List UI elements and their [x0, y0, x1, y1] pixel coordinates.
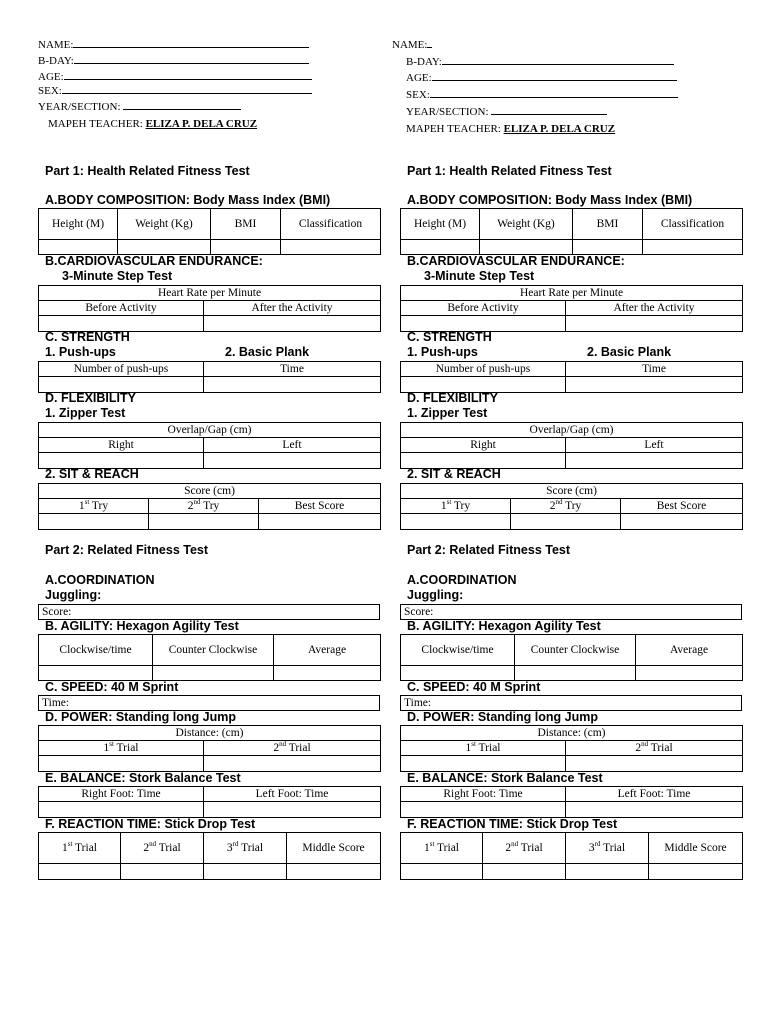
plank-time-header: Time — [566, 362, 743, 377]
second-try-number: 2 — [549, 499, 556, 512]
drop-second-trial-header — [121, 833, 204, 864]
zipper-table — [38, 422, 381, 469]
jump-second-trial-suffix: nd — [641, 740, 649, 748]
body-composition-title: A.BODY COMPOSITION: Body Mass Index (BMI) — [407, 193, 693, 207]
jump-first-trial-text: Trial — [113, 741, 139, 754]
middle-score-cell[interactable] — [287, 864, 381, 880]
part1-title: Part 1: Health Related Fitness Test — [407, 164, 612, 178]
drop-second-trial-header — [483, 833, 566, 864]
height-cell[interactable] — [39, 240, 118, 255]
jump-first-trial-text: Trial — [475, 741, 501, 754]
sex-field — [38, 84, 312, 97]
sex-input-line[interactable] — [430, 88, 678, 98]
second-try-suffix: nd — [555, 498, 563, 506]
first-try-header — [39, 499, 149, 514]
heart-rate-table — [38, 285, 381, 332]
drop-first-trial-header — [39, 833, 121, 864]
zipper-right-header: Right — [401, 438, 566, 453]
score-cm-header: Score (cm) — [401, 484, 743, 499]
balance-title: E. BALANCE: Stork Balance Test — [45, 771, 241, 785]
first-try-text: Try — [89, 499, 109, 512]
zipper-test-title: 1. Zipper Test — [407, 406, 488, 420]
coordination-title: A.COORDINATION — [45, 573, 155, 587]
drop-second-trial-cell[interactable] — [121, 864, 204, 880]
strength-title: C. STRENGTH — [407, 330, 492, 344]
left-foot-header: Left Foot: Time — [204, 787, 381, 802]
agility-average-header: Average — [274, 635, 381, 666]
drop-first-trial-suffix: st — [67, 839, 73, 848]
cardio-title: B.CARDIOVASCULAR ENDURANCE: — [407, 254, 625, 268]
teacher-name: ELIZA P. DELA CRUZ — [503, 123, 616, 135]
counter-clockwise-cell[interactable] — [153, 666, 274, 681]
bmi-table — [400, 208, 743, 255]
plank-time-cell[interactable] — [566, 377, 743, 393]
year-section-label: YEAR/SECTION: — [406, 106, 489, 118]
drop-second-trial-text: Trial — [518, 841, 543, 854]
counter-clockwise-cell[interactable] — [515, 666, 636, 681]
overlap-gap-header: Overlap/Gap (cm) — [39, 423, 381, 438]
drop-third-trial-text: Trial — [600, 841, 626, 854]
bday-label: B-DAY: — [38, 55, 74, 67]
drop-third-trial-cell[interactable] — [204, 864, 287, 880]
step-test-title: 3-Minute Step Test — [62, 269, 173, 283]
right-foot-header: Right Foot: Time — [401, 787, 566, 802]
teacher-field — [406, 123, 615, 135]
juggling-score-field[interactable]: Score: — [401, 605, 742, 620]
push-ups-title: 1. Push-ups — [407, 345, 478, 359]
long-jump-table — [400, 725, 743, 772]
coordination-title: A.COORDINATION — [407, 573, 517, 587]
bmi-table — [38, 208, 381, 255]
second-try-text: Try — [200, 499, 220, 512]
drop-third-trial-header — [566, 833, 649, 864]
clockwise-cell[interactable] — [39, 666, 153, 681]
drop-first-trial-text: Trial — [72, 841, 98, 854]
jump-second-trial-number: 2 — [635, 741, 642, 754]
drop-third-trial-number: 3 — [588, 841, 595, 854]
sex-input-line[interactable] — [62, 84, 312, 94]
balance-title: E. BALANCE: Stork Balance Test — [407, 771, 603, 785]
drop-first-trial-number: 1 — [61, 841, 68, 854]
push-ups-header: Number of push-ups — [401, 362, 566, 377]
long-jump-table — [38, 725, 381, 772]
sex-field — [406, 88, 678, 101]
after-activity-header: After the Activity — [566, 301, 743, 316]
second-try-header — [149, 499, 259, 514]
drop-third-trial-number: 3 — [226, 841, 233, 854]
body-composition-title: A.BODY COMPOSITION: Body Mass Index (BMI) — [45, 193, 331, 207]
drop-second-trial-number: 2 — [143, 841, 150, 854]
classification-header: Classification — [643, 209, 743, 240]
reaction-time-title: F. REACTION TIME: Stick Drop Test — [407, 817, 618, 831]
flexibility-title: D. FLEXIBILITY — [45, 391, 136, 405]
speed-title: C. SPEED: 40 M Sprint — [45, 680, 179, 694]
juggling-title: Juggling: — [45, 588, 102, 602]
sprint-time-field[interactable]: Time: — [39, 696, 380, 711]
sit-reach-table — [400, 483, 743, 530]
before-activity-header: Before Activity — [39, 301, 204, 316]
sex-label: SEX: — [38, 85, 62, 97]
drop-second-trial-number: 2 — [505, 841, 512, 854]
juggling-score-table — [38, 604, 380, 620]
step-test-title: 3-Minute Step Test — [424, 269, 535, 283]
jump-first-trial-header — [39, 741, 204, 756]
clockwise-header: Clockwise/time — [39, 635, 153, 666]
second-try-cell[interactable] — [511, 514, 621, 530]
bday-field — [406, 55, 674, 68]
teacher-field — [48, 118, 257, 130]
weight-cell[interactable] — [118, 240, 211, 255]
stork-balance-table — [38, 786, 381, 818]
bmi-header: BMI — [211, 209, 281, 240]
first-try-suffix: st — [446, 498, 452, 506]
stick-drop-table — [400, 832, 743, 880]
name-field — [392, 38, 432, 51]
agility-table — [400, 634, 743, 681]
part1-title: Part 1: Health Related Fitness Test — [45, 164, 250, 178]
weight-header: Weight (Kg) — [480, 209, 573, 240]
strength-table — [400, 361, 743, 393]
agility-title: B. AGILITY: Hexagon Agility Test — [407, 619, 601, 633]
bday-field — [38, 54, 309, 67]
sprint-time-table — [400, 695, 742, 711]
zipper-table — [400, 422, 743, 469]
right-foot-cell[interactable] — [401, 802, 566, 818]
sex-label: SEX: — [406, 89, 430, 101]
zipper-right-header: Right — [39, 438, 204, 453]
drop-first-trial-cell[interactable] — [39, 864, 121, 880]
zipper-left-cell[interactable] — [566, 453, 743, 469]
sprint-time-table — [38, 695, 380, 711]
best-score-cell[interactable] — [621, 514, 743, 530]
drop-first-trial-text: Trial — [434, 841, 460, 854]
drop-third-trial-header — [204, 833, 287, 864]
first-try-number: 1 — [78, 499, 85, 512]
drop-second-trial-suffix: nd — [511, 839, 519, 848]
name-label: NAME: — [392, 39, 428, 51]
flexibility-title: D. FLEXIBILITY — [407, 391, 498, 405]
power-title: D. POWER: Standing long Jump — [45, 710, 236, 724]
plank-time-header: Time — [204, 362, 381, 377]
drop-first-trial-cell[interactable] — [401, 864, 483, 880]
after-activity-cell[interactable] — [204, 316, 381, 332]
first-try-header — [401, 499, 511, 514]
age-label: AGE: — [38, 71, 64, 83]
jump-first-trial-cell[interactable] — [401, 756, 566, 772]
basic-plank-title: 2. Basic Plank — [587, 345, 672, 359]
drop-second-trial-suffix: nd — [149, 839, 157, 848]
left-foot-header: Left Foot: Time — [566, 787, 743, 802]
weight-cell[interactable] — [480, 240, 573, 255]
agility-title: B. AGILITY: Hexagon Agility Test — [45, 619, 239, 633]
first-try-number: 1 — [440, 499, 447, 512]
after-activity-cell[interactable] — [566, 316, 743, 332]
height-cell[interactable] — [401, 240, 480, 255]
counter-clockwise-header: Counter Clockwise — [515, 635, 636, 666]
zipper-left-header: Left — [204, 438, 381, 453]
plank-time-cell[interactable] — [204, 377, 381, 393]
bmi-cell[interactable] — [573, 240, 643, 255]
push-ups-header: Number of push-ups — [39, 362, 204, 377]
age-label: AGE: — [406, 72, 432, 84]
reaction-time-title: F. REACTION TIME: Stick Drop Test — [45, 817, 256, 831]
agility-average-cell[interactable] — [636, 666, 743, 681]
right-foot-header: Right Foot: Time — [39, 787, 204, 802]
juggling-title: Juggling: — [407, 588, 464, 602]
year-section-field — [38, 100, 241, 113]
height-header: Height (M) — [401, 209, 480, 240]
part2-title: Part 2: Related Fitness Test — [45, 543, 209, 557]
right-foot-cell[interactable] — [39, 802, 204, 818]
year-section-label: YEAR/SECTION: — [38, 101, 121, 113]
jump-second-trial-text: Trial — [286, 741, 311, 754]
heart-rate-header: Heart Rate per Minute — [401, 286, 743, 301]
agility-table — [38, 634, 381, 681]
year-section-field — [406, 105, 607, 118]
zipper-left-header: Left — [566, 438, 743, 453]
teacher-label: MAPEH TEACHER: — [406, 123, 501, 135]
left-foot-cell[interactable] — [566, 802, 743, 818]
jump-first-trial-number: 1 — [465, 741, 472, 754]
jump-second-trial-number: 2 — [273, 741, 280, 754]
jump-second-trial-header — [204, 741, 381, 756]
juggling-score-field[interactable]: Score: — [39, 605, 380, 620]
jump-second-trial-text: Trial — [648, 741, 673, 754]
sit-reach-title: 2. SIT & REACH — [407, 467, 501, 481]
middle-score-header: Middle Score — [287, 833, 381, 864]
age-input-line[interactable] — [432, 71, 677, 81]
first-try-suffix: st — [84, 498, 90, 506]
jump-first-trial-header — [401, 741, 566, 756]
agility-average-cell[interactable] — [274, 666, 381, 681]
drop-third-trial-text: Trial — [238, 841, 264, 854]
drop-first-trial-number: 1 — [423, 841, 430, 854]
before-activity-header: Before Activity — [401, 301, 566, 316]
after-activity-header: After the Activity — [204, 301, 381, 316]
year-section-input-line[interactable] — [123, 100, 241, 110]
sprint-time-field[interactable]: Time: — [401, 696, 742, 711]
second-try-number: 2 — [187, 499, 194, 512]
agility-average-header: Average — [636, 635, 743, 666]
drop-third-trial-cell[interactable] — [566, 864, 649, 880]
jump-second-trial-suffix: nd — [279, 740, 287, 748]
score-cm-header: Score (cm) — [39, 484, 381, 499]
zipper-left-cell[interactable] — [204, 453, 381, 469]
name-input-line[interactable] — [73, 38, 309, 48]
best-score-header: Best Score — [621, 499, 743, 514]
drop-second-trial-text: Trial — [156, 841, 181, 854]
clockwise-cell[interactable] — [401, 666, 515, 681]
first-try-cell[interactable] — [39, 514, 149, 530]
best-score-cell[interactable] — [259, 514, 381, 530]
bmi-header: BMI — [573, 209, 643, 240]
distance-header: Distance: (cm) — [401, 726, 743, 741]
age-input-line[interactable] — [64, 70, 312, 80]
teacher-label: MAPEH TEACHER: — [48, 118, 143, 130]
sit-reach-title: 2. SIT & REACH — [45, 467, 139, 481]
second-try-text: Try — [562, 499, 582, 512]
drop-first-trial-suffix: st — [429, 839, 435, 848]
classification-cell[interactable] — [281, 240, 381, 255]
jump-second-trial-header — [566, 741, 743, 756]
first-try-text: Try — [451, 499, 471, 512]
jump-first-trial-number: 1 — [103, 741, 110, 754]
name-field — [38, 38, 309, 51]
drop-third-trial-suffix: rd — [594, 839, 601, 848]
heart-rate-header: Heart Rate per Minute — [39, 286, 381, 301]
zipper-test-title: 1. Zipper Test — [45, 406, 126, 420]
teacher-name: ELIZA P. DELA CRUZ — [145, 118, 258, 130]
left-foot-cell[interactable] — [204, 802, 381, 818]
sit-reach-table — [38, 483, 381, 530]
jump-first-trial-suffix: st — [109, 740, 114, 748]
strength-table — [38, 361, 381, 393]
jump-second-trial-cell[interactable] — [566, 756, 743, 772]
second-try-header — [511, 499, 621, 514]
second-try-suffix: nd — [193, 498, 201, 506]
juggling-score-table — [400, 604, 742, 620]
year-section-input-line[interactable] — [491, 105, 607, 115]
basic-plank-title: 2. Basic Plank — [225, 345, 310, 359]
drop-first-trial-header — [401, 833, 483, 864]
height-header: Height (M) — [39, 209, 118, 240]
clockwise-header: Clockwise/time — [401, 635, 515, 666]
best-score-header: Best Score — [259, 499, 381, 514]
counter-clockwise-header: Counter Clockwise — [153, 635, 274, 666]
overlap-gap-header: Overlap/Gap (cm) — [401, 423, 743, 438]
jump-first-trial-suffix: st — [471, 740, 476, 748]
first-try-cell[interactable] — [401, 514, 511, 530]
second-try-cell[interactable] — [149, 514, 259, 530]
bday-input-line[interactable] — [74, 54, 309, 64]
heart-rate-table — [400, 285, 743, 332]
speed-title: C. SPEED: 40 M Sprint — [407, 680, 541, 694]
weight-header: Weight (Kg) — [118, 209, 211, 240]
middle-score-header: Middle Score — [649, 833, 743, 864]
name-input-line[interactable] — [427, 38, 432, 48]
cardio-title: B.CARDIOVASCULAR ENDURANCE: — [45, 254, 263, 268]
name-label: NAME: — [38, 39, 74, 51]
stork-balance-table — [400, 786, 743, 818]
bday-input-line[interactable] — [442, 55, 674, 65]
drop-second-trial-cell[interactable] — [483, 864, 566, 880]
distance-header: Distance: (cm) — [39, 726, 381, 741]
classification-header: Classification — [281, 209, 381, 240]
bday-label: B-DAY: — [406, 56, 442, 68]
jump-second-trial-cell[interactable] — [204, 756, 381, 772]
age-field — [38, 70, 312, 83]
middle-score-cell[interactable] — [649, 864, 743, 880]
age-field — [406, 71, 677, 84]
drop-third-trial-suffix: rd — [232, 839, 239, 848]
push-ups-title: 1. Push-ups — [45, 345, 116, 359]
part2-title: Part 2: Related Fitness Test — [407, 543, 571, 557]
jump-first-trial-cell[interactable] — [39, 756, 204, 772]
power-title: D. POWER: Standing long Jump — [407, 710, 598, 724]
stick-drop-table — [38, 832, 381, 880]
bmi-cell[interactable] — [211, 240, 281, 255]
classification-cell[interactable] — [643, 240, 743, 255]
strength-title: C. STRENGTH — [45, 330, 130, 344]
